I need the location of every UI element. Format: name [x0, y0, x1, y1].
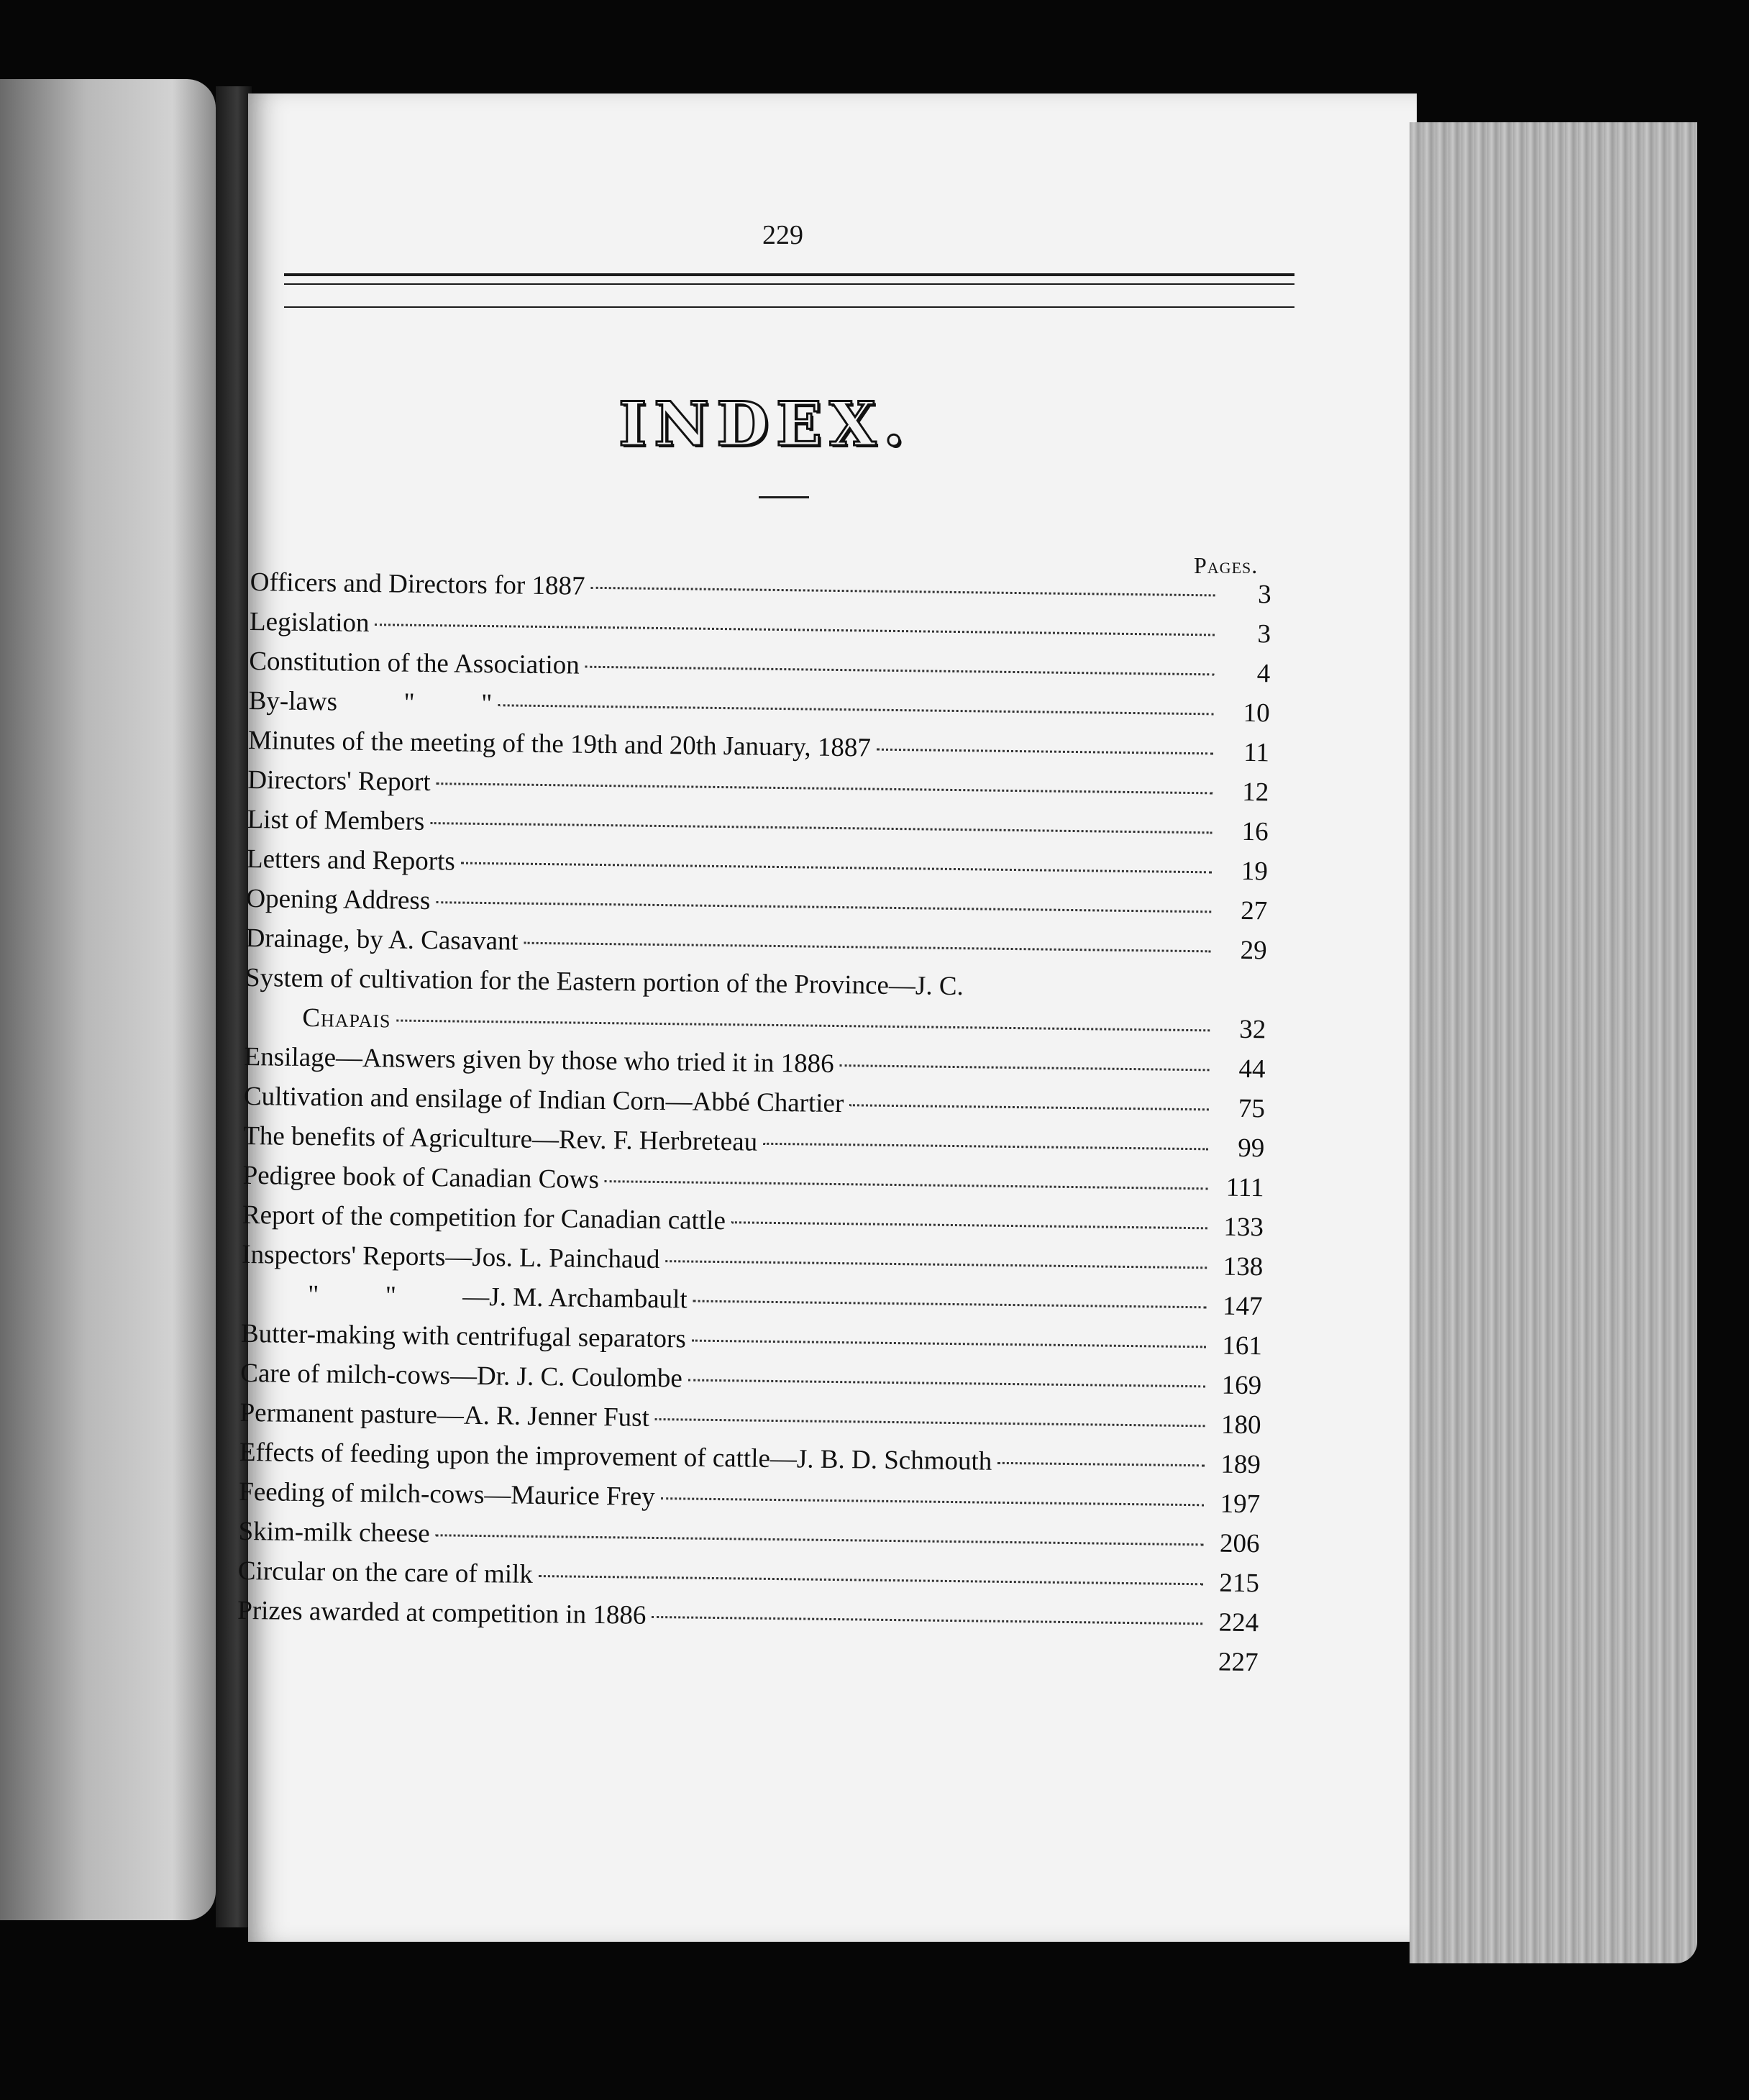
dot-leader	[436, 901, 1211, 913]
pages-column-heading: Pages.	[1194, 552, 1259, 578]
entry-page: 3	[1257, 580, 1271, 610]
dot-leader	[436, 1534, 1204, 1546]
dot-leader	[585, 666, 1215, 676]
entry-title-continued: Chapais	[302, 1003, 391, 1034]
entry-page: 227	[1218, 1647, 1259, 1678]
dot-leader	[731, 1221, 1207, 1229]
dot-leader	[655, 1418, 1205, 1427]
entry-title: Feeding of milch-cows—Maurice Frey	[239, 1476, 655, 1512]
dot-leader	[590, 587, 1215, 597]
entry-title: Minutes of the meeting of the 19th and 20th January, 1887	[247, 725, 872, 763]
entry-page: 197	[1220, 1489, 1261, 1520]
entry-title: Opening Address	[246, 883, 431, 916]
dot-leader	[430, 822, 1212, 834]
dot-leader	[997, 1462, 1205, 1467]
dot-leader	[688, 1379, 1205, 1388]
entry-title: Effects of feeding upon the improvement of cattle—J. B. D. Schmouth	[239, 1437, 992, 1476]
dot-leader	[877, 749, 1213, 755]
entry-title: Drainage, by A. Casavant	[245, 923, 519, 957]
entry-page: 138	[1223, 1251, 1264, 1282]
facing-page	[0, 79, 216, 1920]
dot-leader	[661, 1497, 1204, 1506]
entry-title: Skim-milk cheese	[238, 1516, 430, 1549]
entry-title: Report of the competition for Canadian cattle	[242, 1200, 726, 1236]
entry-page: 111	[1225, 1172, 1264, 1203]
entry-page: 180	[1220, 1410, 1261, 1441]
page-edges	[1410, 122, 1697, 1963]
entry-page: 10	[1243, 698, 1270, 729]
entry-title: Legislation	[249, 606, 370, 639]
dot-leader	[693, 1300, 1207, 1309]
entry-page: 29	[1240, 935, 1267, 966]
entry-page: 3	[1257, 619, 1271, 649]
entry-page: 147	[1222, 1291, 1263, 1322]
entry-title: Constitution of the Association	[249, 646, 580, 680]
index-entry-multiline	[245, 962, 1266, 1054]
index-list	[237, 567, 1271, 1686]
dot-leader	[375, 624, 1214, 636]
dot-leader	[692, 1340, 1206, 1348]
entry-title: " " —J. M. Archambault	[241, 1279, 688, 1315]
entry-page: 19	[1241, 856, 1269, 887]
entry-title: Directors' Report	[247, 764, 431, 798]
dot-leader	[524, 942, 1211, 953]
dot-leader	[243, 1653, 1202, 1664]
entry-page: 44	[1238, 1054, 1266, 1085]
entry-title: List of Members	[247, 804, 425, 836]
entry-page: 4	[1256, 659, 1271, 689]
dot-leader	[840, 1064, 1210, 1071]
dot-leader	[849, 1104, 1209, 1110]
entry-page: 189	[1220, 1449, 1261, 1480]
entry-page: 27	[1241, 895, 1268, 926]
entry-title: Butter-making with centrifugal separators	[240, 1318, 686, 1354]
entry-page: 206	[1219, 1528, 1260, 1559]
dot-leader	[396, 1020, 1210, 1032]
entry-page: 161	[1222, 1330, 1263, 1361]
entry-title: Pedigree book of Canadian Cows	[242, 1160, 600, 1195]
dot-leader	[652, 1616, 1202, 1625]
entry-title: Cultivation and ensilage of Indian Corn—Abbé Chartier	[243, 1081, 844, 1119]
title-divider	[759, 496, 809, 498]
entry-title: System of cultivation for the Eastern portion of the Province—J. C.	[245, 962, 964, 1002]
entry-page: 215	[1219, 1568, 1260, 1599]
entry-page: 99	[1237, 1133, 1265, 1164]
entry-title: Officers and Directors for 1887	[250, 567, 585, 601]
dot-leader	[763, 1143, 1208, 1151]
entry-page: 12	[1242, 777, 1269, 808]
entry-title: Letters and Reports	[246, 844, 456, 877]
dot-leader	[437, 782, 1213, 794]
entry-page: 11	[1243, 737, 1270, 768]
dot-leader	[665, 1260, 1207, 1269]
entry-page: 16	[1241, 816, 1269, 847]
dot-leader	[539, 1575, 1203, 1585]
entry-title: Ensilage—Answers given by those who tried it in 1886	[244, 1041, 834, 1079]
dot-leader	[605, 1180, 1208, 1190]
header-rule-thin	[284, 283, 1294, 285]
entry-title: Prizes awarded at competition in 1886	[237, 1595, 647, 1630]
page-number: 229	[762, 220, 803, 250]
entry-title: Inspectors' Reports—Jos. L. Painchaud	[242, 1239, 660, 1275]
entry-title: By-laws " "	[248, 685, 493, 719]
header-rule-lower	[284, 306, 1294, 308]
page-title: INDEX.	[618, 388, 912, 460]
entry-page: 133	[1223, 1212, 1264, 1243]
entry-title: Care of milch-cows—Dr. J. C. Coulombe	[240, 1358, 683, 1394]
entry-page: 32	[1238, 1014, 1266, 1045]
entry-page: 169	[1221, 1370, 1262, 1401]
entry-page: 75	[1238, 1093, 1266, 1124]
dot-leader	[498, 704, 1213, 715]
entry-page: 224	[1218, 1607, 1259, 1638]
header-rule-thick	[284, 273, 1294, 276]
dot-leader	[461, 862, 1212, 874]
entry-title: Circular on the care of milk	[237, 1556, 534, 1589]
entry-title: Permanent pasture—A. R. Jenner Fust	[239, 1397, 650, 1433]
entry-title: The benefits of Agriculture—Rev. F. Herbreteau	[243, 1120, 758, 1157]
